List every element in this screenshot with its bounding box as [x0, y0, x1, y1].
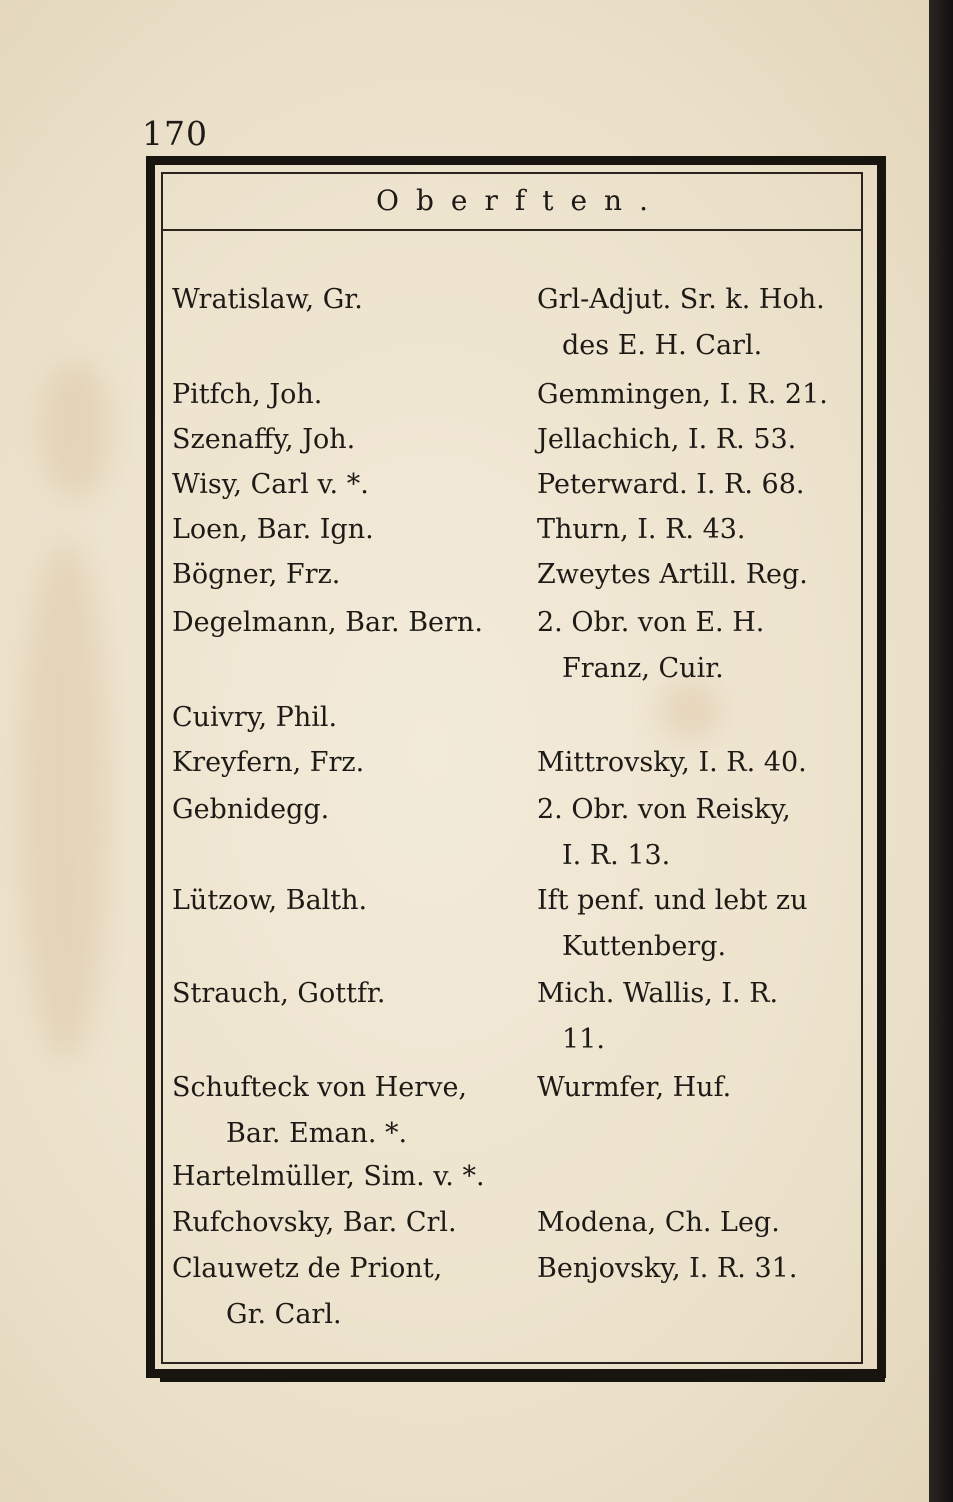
section-heading: Oberften.	[376, 184, 665, 217]
page-number: 170	[142, 114, 208, 153]
officer-posting-continued: Kuttenberg.	[562, 931, 727, 962]
officer-posting: 2. Obr. von E. H.	[537, 607, 765, 638]
officer-name: Pitfch, Joh.	[172, 379, 323, 410]
officer-name: Rufchovsky, Bar. Crl.	[172, 1207, 457, 1238]
officer-name: Degelmann, Bar. Bern.	[172, 607, 483, 638]
officer-posting: Jellachich, I. R. 53.	[537, 424, 797, 455]
officer-name: Kreyfern, Frz.	[172, 747, 365, 778]
foxing-stain	[40, 360, 110, 500]
officer-posting-continued: 11.	[562, 1024, 605, 1055]
heading-rule	[161, 229, 863, 231]
officer-posting: Benjovsky, I. R. 31.	[537, 1253, 798, 1284]
officer-posting: Peterward. I. R. 68.	[537, 469, 805, 500]
officer-name: Lützow, Balth.	[172, 885, 368, 916]
officer-name-continued: Bar. Eman. *.	[226, 1118, 408, 1149]
officer-posting: Zweytes Artill. Reg.	[537, 559, 808, 590]
officer-posting-continued: I. R. 13.	[562, 840, 671, 871]
officer-posting: Ift penf. und lebt zu	[537, 885, 808, 916]
officer-name: Wisy, Carl v. *.	[172, 469, 369, 500]
officer-name: Cuivry, Phil.	[172, 702, 338, 733]
officer-posting-continued: Franz, Cuir.	[562, 653, 724, 684]
officer-posting: Wurmfer, Huf.	[537, 1072, 732, 1103]
officer-name: Gebnidegg.	[172, 794, 330, 825]
officer-posting: Modena, Ch. Leg.	[537, 1207, 780, 1238]
book-spine	[929, 0, 953, 1502]
officer-posting: Mittrovsky, I. R. 40.	[537, 747, 807, 778]
officer-posting-continued: des E. H. Carl.	[562, 330, 763, 361]
officer-posting: 2. Obr. von Reisky,	[537, 794, 791, 825]
officer-posting: Gemmingen, I. R. 21.	[537, 379, 828, 410]
officer-name: Hartelmüller, Sim. v. *.	[172, 1161, 485, 1192]
foxing-stain	[20, 540, 110, 1060]
officer-posting: Grl-Adjut. Sr. k. Hoh.	[537, 284, 825, 315]
officer-name: Szenaffy, Joh.	[172, 424, 356, 455]
officer-name: Bögner, Frz.	[172, 559, 341, 590]
officer-name: Strauch, Gottfr.	[172, 978, 386, 1009]
officer-name: Loen, Bar. Ign.	[172, 514, 374, 545]
officer-name: Wratislaw, Gr.	[172, 284, 363, 315]
officer-posting: Mich. Wallis, I. R.	[537, 978, 779, 1009]
officer-name: Schufteck von Herve,	[172, 1072, 468, 1103]
officer-posting: Thurn, I. R. 43.	[537, 514, 746, 545]
bottom-shadow-rule	[160, 1378, 885, 1382]
officer-name-continued: Gr. Carl.	[226, 1299, 342, 1330]
officer-name: Clauwetz de Priont,	[172, 1253, 443, 1284]
